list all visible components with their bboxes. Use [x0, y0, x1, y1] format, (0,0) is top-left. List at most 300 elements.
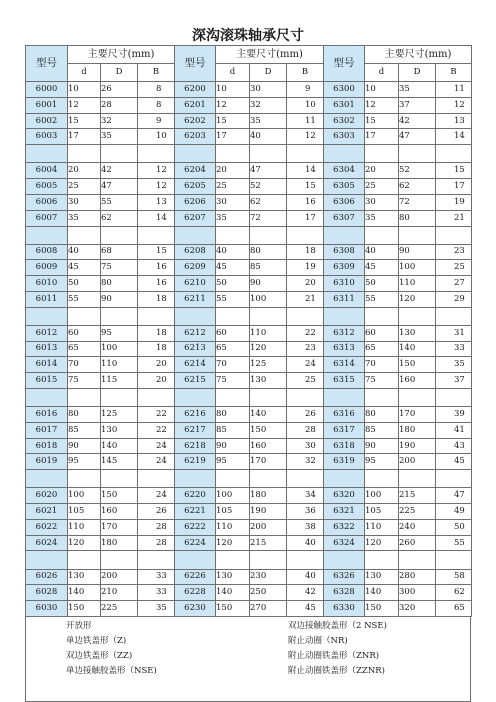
width-B-value: 40 [287, 535, 324, 551]
model-number: 6304 [324, 163, 365, 179]
separator-cell [399, 470, 436, 488]
separator-cell [436, 307, 472, 325]
outer-D-value: 80 [250, 244, 287, 260]
model-number: 6201 [175, 97, 216, 113]
outer-D-value: 125 [101, 407, 138, 423]
bore-d-value: 130 [216, 569, 250, 585]
bore-d-value: 12 [365, 97, 399, 113]
outer-D-value: 180 [101, 535, 138, 551]
width-B-value: 15 [287, 179, 324, 195]
model-number: 6308 [324, 244, 365, 260]
bore-d-value: 105 [68, 504, 101, 520]
separator-cell [138, 551, 175, 569]
bore-d-value: 15 [68, 113, 101, 129]
bore-d-value: 120 [365, 535, 399, 551]
bore-d-value: 95 [68, 454, 101, 470]
outer-D-value: 52 [399, 163, 436, 179]
separator-cell [175, 145, 216, 163]
table-row [26, 82, 472, 98]
separator-cell [250, 470, 287, 488]
width-B-value: 27 [436, 276, 472, 292]
bore-d-value: 100 [216, 488, 250, 504]
outer-D-value: 90 [250, 276, 287, 292]
bore-d-value: 12 [216, 97, 250, 113]
outer-D-value: 280 [399, 569, 436, 585]
bore-d-value: 55 [68, 291, 101, 307]
width-B-value: 49 [436, 504, 472, 520]
outer-D-value: 180 [250, 488, 287, 504]
model-number: 6220 [175, 488, 216, 504]
model-header: 型号 [26, 46, 68, 82]
model-number: 6012 [26, 325, 68, 341]
width-B-value: 9 [138, 113, 175, 129]
legend-item: 双边铁盖形（ZZ) [66, 651, 133, 661]
bore-d-value: 100 [365, 488, 399, 504]
separator-cell [175, 307, 216, 325]
separator-cell [101, 307, 138, 325]
table-body [26, 46, 472, 617]
separator-cell [436, 145, 472, 163]
model-number: 6018 [26, 438, 68, 454]
model-number: 6222 [175, 519, 216, 535]
outer-D-value: 320 [399, 601, 436, 617]
model-number: 6013 [26, 341, 68, 357]
bore-d-value: 150 [365, 601, 399, 617]
width-B-value: 24 [138, 454, 175, 470]
width-B-value: 8 [138, 97, 175, 113]
bore-d-value: 140 [68, 585, 101, 601]
outer-D-value: 75 [101, 260, 138, 276]
outer-D-value: 52 [250, 179, 287, 195]
width-B-value: 26 [138, 504, 175, 520]
bore-d-value: 55 [216, 291, 250, 307]
bore-d-value: 30 [365, 194, 399, 210]
model-number: 6226 [175, 569, 216, 585]
model-number: 6003 [26, 129, 68, 145]
bore-d-value: 120 [216, 535, 250, 551]
model-number: 6021 [26, 504, 68, 520]
header-row [26, 46, 472, 64]
col-header-D: D [399, 64, 436, 82]
width-B-value: 55 [436, 535, 472, 551]
model-number: 6311 [324, 291, 365, 307]
table-row [26, 488, 472, 504]
width-B-value: 41 [436, 422, 472, 438]
bore-d-value: 17 [216, 129, 250, 145]
bore-d-value: 120 [68, 535, 101, 551]
width-B-value: 14 [287, 163, 324, 179]
outer-D-value: 80 [399, 210, 436, 226]
table-row [26, 325, 472, 341]
outer-D-value: 270 [250, 601, 287, 617]
width-B-value: 35 [436, 357, 472, 373]
bore-d-value: 60 [216, 325, 250, 341]
model-number: 6200 [175, 82, 216, 98]
subheader-row [26, 64, 472, 82]
model-number: 6230 [175, 601, 216, 617]
separator-cell [365, 307, 399, 325]
separator-cell [216, 145, 250, 163]
legend-item: 附止动圈铁盖形（ZZNR) [288, 666, 385, 676]
separator-cell [287, 551, 324, 569]
bore-d-value: 20 [68, 163, 101, 179]
model-number: 6202 [175, 113, 216, 129]
outer-D-value: 32 [101, 113, 138, 129]
outer-D-value: 160 [399, 373, 436, 389]
bore-d-value: 35 [365, 210, 399, 226]
bore-d-value: 75 [216, 373, 250, 389]
separator-cell [324, 470, 365, 488]
model-number: 6208 [175, 244, 216, 260]
outer-D-value: 130 [250, 373, 287, 389]
outer-D-value: 68 [101, 244, 138, 260]
outer-D-value: 95 [101, 325, 138, 341]
width-B-value: 16 [287, 194, 324, 210]
legend-item: 单边铁盖形（Z) [66, 636, 127, 646]
bore-d-value: 45 [216, 260, 250, 276]
model-number: 6024 [26, 535, 68, 551]
model-number: 6022 [26, 519, 68, 535]
dimension-group-header: 主要尺寸(mm) [68, 46, 175, 64]
outer-D-value: 100 [250, 291, 287, 307]
separator-cell [26, 145, 68, 163]
table-row [26, 210, 472, 226]
width-B-value: 45 [436, 454, 472, 470]
model-number: 6318 [324, 438, 365, 454]
outer-D-value: 62 [399, 179, 436, 195]
model-header: 型号 [324, 46, 365, 82]
legend-right-column [288, 619, 387, 679]
outer-D-value: 225 [101, 601, 138, 617]
separator-cell [399, 226, 436, 244]
width-B-value: 24 [287, 357, 324, 373]
bore-d-value: 50 [216, 276, 250, 292]
table-row [26, 569, 472, 585]
outer-D-value: 35 [250, 113, 287, 129]
width-B-value: 20 [138, 373, 175, 389]
model-number: 6205 [175, 179, 216, 195]
model-number: 6217 [175, 422, 216, 438]
legend-item: 附止动圈铁盖形（ZNR) [288, 651, 380, 661]
model-number: 6218 [175, 438, 216, 454]
bore-d-value: 100 [68, 488, 101, 504]
model-number: 6221 [175, 504, 216, 520]
separator-cell [287, 307, 324, 325]
bore-d-value: 45 [365, 260, 399, 276]
separator-cell [287, 145, 324, 163]
outer-D-value: 145 [101, 454, 138, 470]
model-number: 6214 [175, 357, 216, 373]
model-number: 6309 [324, 260, 365, 276]
model-number: 6303 [324, 129, 365, 145]
outer-D-value: 160 [250, 438, 287, 454]
separator-cell [287, 388, 324, 406]
bore-d-value: 60 [365, 325, 399, 341]
width-B-value: 43 [436, 438, 472, 454]
bore-d-value: 70 [365, 357, 399, 373]
outer-D-value: 110 [101, 357, 138, 373]
table-row [26, 179, 472, 195]
outer-D-value: 200 [399, 454, 436, 470]
bore-d-value: 35 [216, 210, 250, 226]
bore-d-value: 20 [216, 163, 250, 179]
bore-d-value: 95 [365, 454, 399, 470]
width-B-value: 28 [138, 535, 175, 551]
outer-D-value: 42 [101, 163, 138, 179]
width-B-value: 14 [138, 210, 175, 226]
table-row [26, 291, 472, 307]
model-number: 6210 [175, 276, 216, 292]
outer-D-value: 300 [399, 585, 436, 601]
bore-d-value: 15 [365, 113, 399, 129]
separator-cell [324, 307, 365, 325]
bore-d-value: 85 [216, 422, 250, 438]
separator-cell [436, 551, 472, 569]
outer-D-value: 140 [250, 407, 287, 423]
col-header-d: d [216, 64, 250, 82]
separator-cell [138, 470, 175, 488]
bore-d-value: 65 [365, 341, 399, 357]
model-number: 6020 [26, 488, 68, 504]
bore-d-value: 40 [365, 244, 399, 260]
separator-cell [250, 226, 287, 244]
model-number: 6326 [324, 569, 365, 585]
width-B-value: 65 [436, 601, 472, 617]
outer-D-value: 200 [101, 569, 138, 585]
model-number: 6320 [324, 488, 365, 504]
bore-d-value: 70 [68, 357, 101, 373]
width-B-value: 38 [287, 519, 324, 535]
outer-D-value: 90 [101, 291, 138, 307]
width-B-value: 22 [287, 325, 324, 341]
width-B-value: 17 [436, 179, 472, 195]
width-B-value: 34 [287, 488, 324, 504]
outer-D-value: 190 [399, 438, 436, 454]
bore-d-value: 40 [68, 244, 101, 260]
separator-cell [216, 226, 250, 244]
bore-d-value: 30 [216, 194, 250, 210]
model-number: 6305 [324, 179, 365, 195]
table-row [26, 357, 472, 373]
outer-D-value: 140 [399, 341, 436, 357]
outer-D-value: 62 [250, 194, 287, 210]
model-number: 6006 [26, 194, 68, 210]
separator-cell [399, 551, 436, 569]
width-B-value: 45 [287, 601, 324, 617]
outer-D-value: 200 [250, 519, 287, 535]
model-number: 6011 [26, 291, 68, 307]
separator-cell [26, 551, 68, 569]
model-number: 6219 [175, 454, 216, 470]
variant-legend [25, 617, 471, 702]
separator-cell [324, 145, 365, 163]
separator-cell [68, 145, 101, 163]
outer-D-value: 130 [101, 422, 138, 438]
bore-d-value: 70 [216, 357, 250, 373]
dimension-group-header: 主要尺寸(mm) [365, 46, 472, 64]
separator-cell [101, 388, 138, 406]
model-number: 6015 [26, 373, 68, 389]
outer-D-value: 40 [250, 129, 287, 145]
width-B-value: 58 [436, 569, 472, 585]
width-B-value: 16 [138, 260, 175, 276]
model-number: 6330 [324, 601, 365, 617]
bore-d-value: 110 [68, 519, 101, 535]
separator-cell [365, 470, 399, 488]
separator-cell [101, 551, 138, 569]
bore-d-value: 140 [365, 585, 399, 601]
separator-cell [101, 470, 138, 488]
table-row [26, 585, 472, 601]
model-number: 6005 [26, 179, 68, 195]
outer-D-value: 225 [399, 504, 436, 520]
table-row [26, 341, 472, 357]
bore-d-value: 50 [68, 276, 101, 292]
outer-D-value: 35 [101, 129, 138, 145]
table-row [26, 129, 472, 145]
width-B-value: 33 [436, 341, 472, 357]
width-B-value: 12 [436, 97, 472, 113]
bore-d-value: 105 [365, 504, 399, 520]
legend-item: 附止动圈（NR) [288, 636, 348, 646]
width-B-value: 22 [138, 422, 175, 438]
model-number: 6307 [324, 210, 365, 226]
bore-d-value: 90 [68, 438, 101, 454]
group-separator-row [26, 307, 472, 325]
table-row [26, 260, 472, 276]
model-number: 6302 [324, 113, 365, 129]
bore-d-value: 17 [68, 129, 101, 145]
width-B-value: 33 [138, 569, 175, 585]
width-B-value: 20 [287, 276, 324, 292]
outer-D-value: 170 [399, 407, 436, 423]
separator-cell [216, 388, 250, 406]
bore-d-value: 35 [68, 210, 101, 226]
width-B-value: 9 [287, 82, 324, 98]
width-B-value: 36 [287, 504, 324, 520]
width-B-value: 23 [287, 341, 324, 357]
outer-D-value: 215 [250, 535, 287, 551]
model-number: 6228 [175, 585, 216, 601]
model-number: 6316 [324, 407, 365, 423]
outer-D-value: 72 [399, 194, 436, 210]
model-number: 6216 [175, 407, 216, 423]
model-number: 6328 [324, 585, 365, 601]
outer-D-value: 170 [101, 519, 138, 535]
bore-d-value: 90 [365, 438, 399, 454]
outer-D-value: 120 [250, 341, 287, 357]
model-number: 6324 [324, 535, 365, 551]
col-header-D: D [101, 64, 138, 82]
outer-D-value: 240 [399, 519, 436, 535]
outer-D-value: 180 [399, 422, 436, 438]
outer-D-value: 110 [399, 276, 436, 292]
outer-D-value: 32 [250, 97, 287, 113]
dimension-group-header: 主要尺寸(mm) [216, 46, 324, 64]
separator-cell [175, 551, 216, 569]
separator-cell [101, 145, 138, 163]
model-number: 6224 [175, 535, 216, 551]
separator-cell [26, 388, 68, 406]
model-number: 6009 [26, 260, 68, 276]
bore-d-value: 10 [216, 82, 250, 98]
bore-d-value: 65 [68, 341, 101, 357]
separator-cell [365, 226, 399, 244]
outer-D-value: 37 [399, 97, 436, 113]
width-B-value: 26 [287, 407, 324, 423]
bore-d-value: 90 [216, 438, 250, 454]
width-B-value: 12 [287, 129, 324, 145]
table-row [26, 97, 472, 113]
col-header-B: B [287, 64, 324, 82]
bore-d-value: 10 [365, 82, 399, 98]
model-number: 6212 [175, 325, 216, 341]
model-number: 6014 [26, 357, 68, 373]
table-row [26, 244, 472, 260]
table-row [26, 163, 472, 179]
model-number: 6010 [26, 276, 68, 292]
model-number: 6000 [26, 82, 68, 98]
bore-d-value: 110 [365, 519, 399, 535]
width-B-value: 35 [138, 601, 175, 617]
separator-cell [175, 388, 216, 406]
separator-cell [138, 388, 175, 406]
group-separator-row [26, 551, 472, 569]
model-number: 6211 [175, 291, 216, 307]
col-header-D: D [250, 64, 287, 82]
table-row [26, 407, 472, 423]
separator-cell [287, 470, 324, 488]
width-B-value: 13 [436, 113, 472, 129]
separator-cell [250, 551, 287, 569]
outer-D-value: 72 [250, 210, 287, 226]
width-B-value: 31 [436, 325, 472, 341]
width-B-value: 19 [436, 194, 472, 210]
outer-D-value: 260 [399, 535, 436, 551]
separator-cell [26, 470, 68, 488]
separator-cell [175, 470, 216, 488]
width-B-value: 28 [287, 422, 324, 438]
bore-d-value: 130 [68, 569, 101, 585]
bore-d-value: 12 [68, 97, 101, 113]
bore-d-value: 65 [216, 341, 250, 357]
width-B-value: 28 [138, 519, 175, 535]
separator-cell [216, 470, 250, 488]
bore-d-value: 75 [365, 373, 399, 389]
outer-D-value: 150 [101, 488, 138, 504]
outer-D-value: 47 [399, 129, 436, 145]
width-B-value: 32 [287, 454, 324, 470]
bore-d-value: 80 [68, 407, 101, 423]
model-number: 6213 [175, 341, 216, 357]
width-B-value: 42 [287, 585, 324, 601]
model-number: 6301 [324, 97, 365, 113]
width-B-value: 47 [436, 488, 472, 504]
table-row [26, 519, 472, 535]
table-row [26, 422, 472, 438]
table-row [26, 601, 472, 617]
separator-cell [324, 226, 365, 244]
col-header-d: d [68, 64, 101, 82]
col-header-B: B [436, 64, 472, 82]
outer-D-value: 125 [250, 357, 287, 373]
width-B-value: 23 [436, 244, 472, 260]
outer-D-value: 55 [101, 194, 138, 210]
model-number: 6310 [324, 276, 365, 292]
width-B-value: 14 [436, 129, 472, 145]
width-B-value: 33 [138, 585, 175, 601]
separator-cell [138, 226, 175, 244]
